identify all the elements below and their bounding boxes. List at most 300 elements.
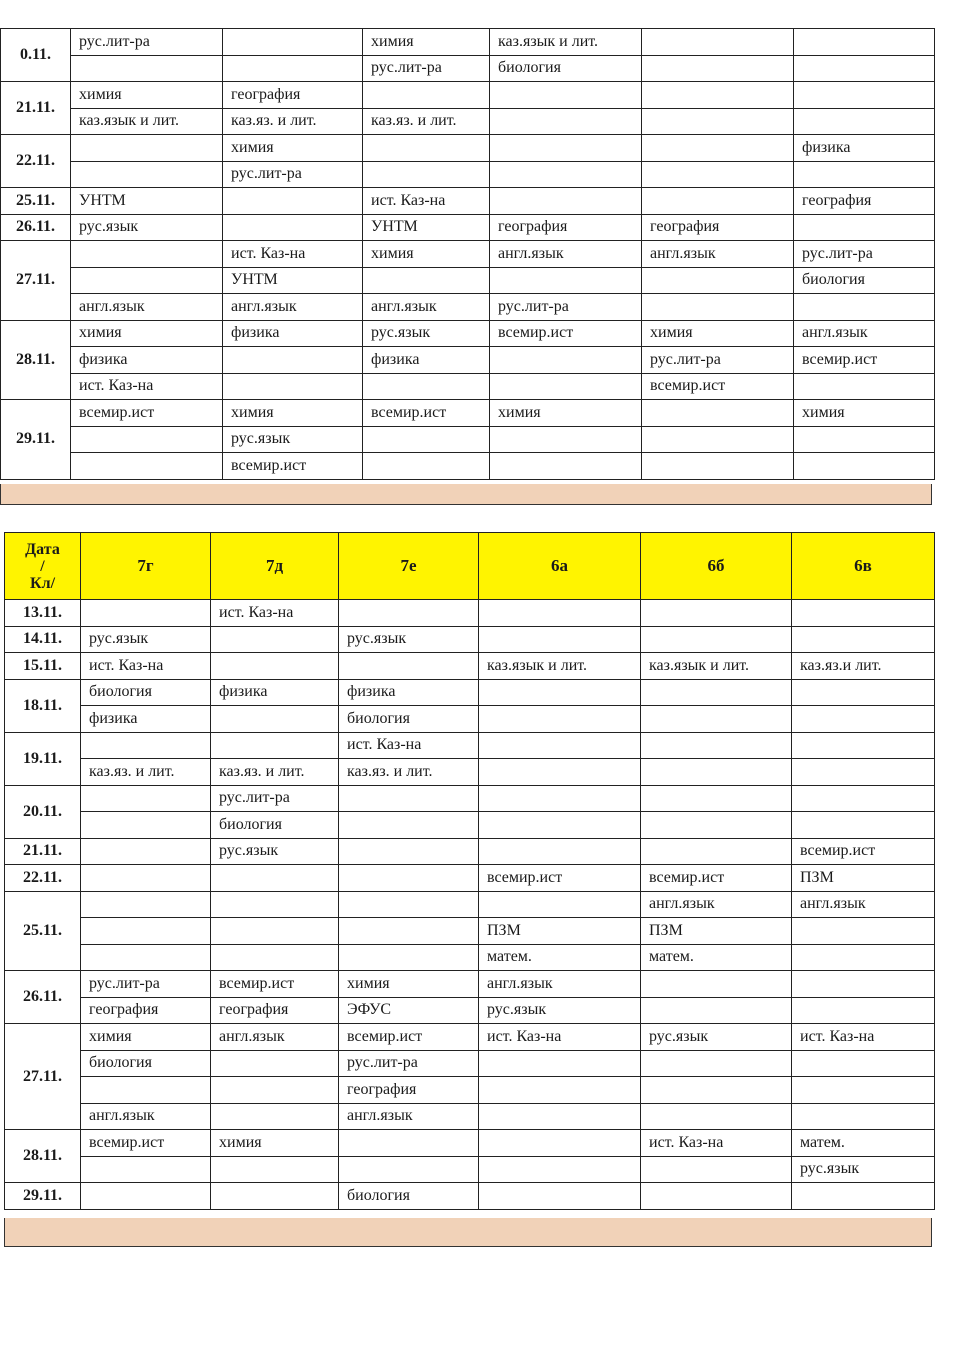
date-cell: 18.11. — [5, 679, 81, 732]
subject-cell — [71, 241, 223, 268]
table-row — [5, 1024, 935, 1051]
table-row — [5, 785, 935, 812]
subject-cell — [642, 161, 794, 188]
subject-cell — [792, 679, 935, 706]
subject-cell: рус.язык — [81, 626, 211, 653]
subject-cell — [490, 347, 642, 374]
table-row — [5, 918, 935, 945]
subject-cell — [642, 135, 794, 162]
subject-cell: химия — [363, 29, 490, 56]
table-row — [5, 1103, 935, 1130]
subject-cell — [211, 1156, 339, 1183]
table-row — [5, 812, 935, 839]
subject-cell — [211, 944, 339, 971]
subject-cell — [81, 785, 211, 812]
subject-cell — [479, 759, 641, 786]
subject-cell: каз.язык и лит. — [490, 29, 642, 56]
subject-cell — [211, 653, 339, 680]
subject-cell — [642, 453, 794, 480]
subject-cell: физика — [81, 706, 211, 733]
subject-cell: каз.яз. и лит. — [363, 108, 490, 135]
table-row — [5, 891, 935, 918]
subject-cell — [211, 1103, 339, 1130]
table-row — [5, 997, 935, 1024]
subject-cell — [641, 732, 792, 759]
date-cell: 26.11. — [5, 971, 81, 1024]
table-row — [5, 838, 935, 865]
subject-cell: рус.лит-ра — [339, 1050, 479, 1077]
subject-cell — [211, 1077, 339, 1104]
subject-cell: география — [794, 188, 935, 215]
subject-cell — [641, 1156, 792, 1183]
subject-cell — [479, 600, 641, 627]
subject-cell — [794, 294, 935, 321]
subject-cell: физика — [363, 347, 490, 374]
class-header: 6б — [641, 533, 792, 600]
subject-cell — [792, 918, 935, 945]
subject-cell: ист. Каз-на — [792, 1024, 935, 1051]
subject-cell — [641, 1183, 792, 1210]
subject-cell: ист. Каз-на — [339, 732, 479, 759]
date-cell: 28.11. — [5, 1130, 81, 1183]
subject-cell: химия — [642, 320, 794, 347]
class-header: 7е — [339, 533, 479, 600]
date-cell: 26.11. — [1, 214, 71, 241]
subject-cell — [479, 706, 641, 733]
table-row — [5, 865, 935, 892]
subject-cell: ист. Каз-на — [641, 1130, 792, 1157]
subject-cell — [363, 373, 490, 400]
subject-cell: каз.яз. и лит. — [81, 759, 211, 786]
date-cell: 15.11. — [5, 653, 81, 680]
subject-cell — [363, 135, 490, 162]
subject-cell — [211, 865, 339, 892]
subject-cell: ПЗМ — [479, 918, 641, 945]
subject-cell — [490, 82, 642, 109]
subject-cell: УНТМ — [363, 214, 490, 241]
subject-cell — [641, 1103, 792, 1130]
subject-cell: химия — [71, 320, 223, 347]
subject-cell — [479, 891, 641, 918]
table-row — [5, 600, 935, 627]
subject-cell: каз.язык и лит. — [641, 653, 792, 680]
subject-cell: англ.язык — [71, 294, 223, 321]
table-bottom-strip — [4, 1218, 932, 1247]
subject-cell: ПЗМ — [792, 865, 935, 892]
table-row — [5, 1183, 935, 1210]
subject-cell — [792, 785, 935, 812]
subject-cell: всемир.ист — [363, 400, 490, 427]
subject-cell — [794, 55, 935, 82]
subject-cell: химия — [363, 241, 490, 268]
subject-cell: рус.язык — [339, 626, 479, 653]
subject-cell — [71, 135, 223, 162]
subject-cell — [81, 865, 211, 892]
subject-cell — [792, 812, 935, 839]
table-row — [1, 188, 935, 215]
subject-cell — [641, 1050, 792, 1077]
table-row — [1, 267, 935, 294]
subject-cell: англ.язык — [363, 294, 490, 321]
subject-cell — [794, 214, 935, 241]
subject-cell: каз.язык и лит. — [71, 108, 223, 135]
subject-cell: физика — [211, 679, 339, 706]
schedule-table-top — [0, 28, 935, 480]
subject-cell — [641, 812, 792, 839]
subject-cell — [71, 426, 223, 453]
table-row — [5, 1156, 935, 1183]
subject-cell: химия — [81, 1024, 211, 1051]
subject-cell — [223, 55, 363, 82]
subject-cell — [81, 600, 211, 627]
subject-cell — [641, 785, 792, 812]
subject-cell — [641, 706, 792, 733]
subject-cell — [81, 1077, 211, 1104]
subject-cell — [792, 1077, 935, 1104]
subject-cell: англ.язык — [223, 294, 363, 321]
subject-cell — [363, 426, 490, 453]
subject-cell: физика — [339, 679, 479, 706]
table-row — [1, 373, 935, 400]
subject-cell — [363, 453, 490, 480]
subject-cell — [363, 82, 490, 109]
subject-cell: матем. — [792, 1130, 935, 1157]
subject-cell — [479, 838, 641, 865]
class-header: 6а — [479, 533, 641, 600]
subject-cell — [339, 600, 479, 627]
table-row — [5, 759, 935, 786]
table-row — [1, 214, 935, 241]
subject-cell — [794, 108, 935, 135]
subject-cell: матем. — [479, 944, 641, 971]
subject-cell: география — [81, 997, 211, 1024]
subject-cell — [339, 1130, 479, 1157]
subject-cell: англ.язык — [81, 1103, 211, 1130]
subject-cell — [792, 1050, 935, 1077]
date-cell: 13.11. — [5, 600, 81, 627]
subject-cell — [641, 838, 792, 865]
subject-cell: ист. Каз-на — [223, 241, 363, 268]
subject-cell — [81, 812, 211, 839]
subject-cell: каз.яз. и лит. — [223, 108, 363, 135]
subject-cell — [479, 1050, 641, 1077]
subject-cell: ЭФУС — [339, 997, 479, 1024]
subject-cell: рус.лит-ра — [794, 241, 935, 268]
table-row — [1, 135, 935, 162]
subject-cell — [490, 108, 642, 135]
subject-cell — [81, 838, 211, 865]
date-cell: 20.11. — [5, 785, 81, 838]
subject-cell: всемир.ист — [641, 865, 792, 892]
subject-cell: рус.язык — [641, 1024, 792, 1051]
subject-cell: всемир.ист — [211, 971, 339, 998]
subject-cell — [479, 812, 641, 839]
subject-cell — [339, 838, 479, 865]
subject-cell: физика — [223, 320, 363, 347]
subject-cell: всемир.ист — [71, 400, 223, 427]
subject-cell — [479, 679, 641, 706]
subject-cell — [792, 971, 935, 998]
subject-cell: рус.лит-ра — [363, 55, 490, 82]
subject-cell — [339, 944, 479, 971]
subject-cell — [223, 29, 363, 56]
subject-cell — [642, 55, 794, 82]
subject-cell — [223, 373, 363, 400]
subject-cell: всемир.ист — [794, 347, 935, 374]
subject-cell: ист. Каз-на — [211, 600, 339, 627]
table-row — [5, 653, 935, 680]
subject-cell: англ.язык — [490, 241, 642, 268]
subject-cell: рус.язык — [71, 214, 223, 241]
subject-cell — [792, 706, 935, 733]
header-row — [5, 533, 935, 600]
subject-cell: каз.язык и лит. — [479, 653, 641, 680]
subject-cell: рус.язык — [211, 838, 339, 865]
subject-cell: рус.лит-ра — [81, 971, 211, 998]
subject-cell — [792, 732, 935, 759]
subject-cell: география — [339, 1077, 479, 1104]
subject-cell: химия — [339, 971, 479, 998]
table-row — [1, 426, 935, 453]
subject-cell — [490, 188, 642, 215]
subject-cell — [490, 453, 642, 480]
date-cell: 29.11. — [1, 400, 71, 480]
subject-cell: англ.язык — [641, 891, 792, 918]
subject-cell — [363, 161, 490, 188]
subject-cell: УНТМ — [223, 267, 363, 294]
subject-cell — [339, 653, 479, 680]
subject-cell — [642, 108, 794, 135]
subject-cell: англ.язык — [211, 1024, 339, 1051]
subject-cell — [641, 759, 792, 786]
class-header: 7д — [211, 533, 339, 600]
subject-cell — [642, 188, 794, 215]
subject-cell — [71, 55, 223, 82]
date-cell: 22.11. — [5, 865, 81, 892]
subject-cell — [792, 759, 935, 786]
subject-cell — [339, 918, 479, 945]
subject-cell — [339, 865, 479, 892]
subject-cell — [211, 706, 339, 733]
subject-cell: всемир.ист — [479, 865, 641, 892]
table-row — [1, 453, 935, 480]
subject-cell: рус.язык — [792, 1156, 935, 1183]
subject-cell: физика — [71, 347, 223, 374]
subject-cell — [792, 1183, 935, 1210]
subject-cell: всемир.ист — [642, 373, 794, 400]
subject-cell: рус.лит-ра — [211, 785, 339, 812]
table-row — [1, 320, 935, 347]
subject-cell: матем. — [641, 944, 792, 971]
subject-cell — [479, 1103, 641, 1130]
table-row — [5, 1050, 935, 1077]
subject-cell — [642, 426, 794, 453]
table-row — [5, 679, 935, 706]
subject-cell — [479, 626, 641, 653]
subject-cell — [81, 891, 211, 918]
table-row — [5, 626, 935, 653]
table-row — [1, 161, 935, 188]
subject-cell — [794, 161, 935, 188]
subject-cell — [794, 29, 935, 56]
subject-cell: рус.язык — [363, 320, 490, 347]
subject-cell: УНТМ — [71, 188, 223, 215]
subject-cell: англ.язык — [792, 891, 935, 918]
subject-cell — [81, 732, 211, 759]
subject-cell — [211, 1183, 339, 1210]
date-cell: 25.11. — [5, 891, 81, 971]
subject-cell: англ.язык — [339, 1103, 479, 1130]
subject-cell — [479, 1156, 641, 1183]
subject-cell: каз.яз. и лит. — [339, 759, 479, 786]
table-row — [1, 241, 935, 268]
subject-cell: ист. Каз-на — [81, 653, 211, 680]
table-row — [5, 944, 935, 971]
subject-cell: всемир.ист — [223, 453, 363, 480]
subject-cell — [642, 294, 794, 321]
date-cell: 14.11. — [5, 626, 81, 653]
subject-cell: химия — [794, 400, 935, 427]
subject-cell — [642, 267, 794, 294]
subject-cell — [641, 971, 792, 998]
subject-cell — [792, 600, 935, 627]
table-row — [5, 1077, 935, 1104]
subject-cell: биология — [211, 812, 339, 839]
subject-cell — [211, 891, 339, 918]
table-row — [5, 732, 935, 759]
subject-cell — [490, 161, 642, 188]
table-bottom-strip — [0, 484, 932, 505]
date-cell: 27.11. — [5, 1024, 81, 1130]
subject-cell: англ.язык — [479, 971, 641, 998]
subject-cell: рус.лит-ра — [642, 347, 794, 374]
subject-cell — [490, 267, 642, 294]
subject-cell — [71, 453, 223, 480]
date-cell: 27.11. — [1, 241, 71, 321]
subject-cell — [642, 400, 794, 427]
subject-cell — [794, 453, 935, 480]
subject-cell: всемир.ист — [81, 1130, 211, 1157]
date-cell: 0.11. — [1, 29, 71, 82]
subject-cell — [211, 1050, 339, 1077]
subject-cell: англ.язык — [794, 320, 935, 347]
date-cell: 22.11. — [1, 135, 71, 188]
subject-cell — [794, 82, 935, 109]
table-row — [5, 706, 935, 733]
subject-cell — [490, 373, 642, 400]
subject-cell — [211, 918, 339, 945]
subject-cell — [641, 626, 792, 653]
subject-cell — [792, 1103, 935, 1130]
subject-cell: всемир.ист — [792, 838, 935, 865]
subject-cell: рус.лит-ра — [490, 294, 642, 321]
subject-cell — [479, 1183, 641, 1210]
subject-cell: каз.яз. и лит. — [211, 759, 339, 786]
subject-cell: каз.яз.и лит. — [792, 653, 935, 680]
subject-cell — [490, 426, 642, 453]
subject-cell — [794, 426, 935, 453]
subject-cell: биология — [339, 706, 479, 733]
table-row — [1, 347, 935, 374]
subject-cell — [223, 188, 363, 215]
subject-cell — [71, 161, 223, 188]
subject-cell — [479, 732, 641, 759]
subject-cell: география — [490, 214, 642, 241]
subject-cell: англ.язык — [642, 241, 794, 268]
subject-cell — [339, 812, 479, 839]
subject-cell: рус.язык — [479, 997, 641, 1024]
table-row — [1, 400, 935, 427]
date-cell: 19.11. — [5, 732, 81, 785]
table-row — [1, 108, 935, 135]
subject-cell — [211, 626, 339, 653]
subject-cell — [479, 1077, 641, 1104]
subject-cell: биология — [490, 55, 642, 82]
subject-cell: химия — [490, 400, 642, 427]
subject-cell — [479, 1130, 641, 1157]
table-row — [1, 82, 935, 109]
subject-cell — [479, 785, 641, 812]
subject-cell — [339, 891, 479, 918]
subject-cell — [641, 679, 792, 706]
subject-cell: биология — [339, 1183, 479, 1210]
subject-cell: география — [642, 214, 794, 241]
subject-cell: рус.лит-ра — [71, 29, 223, 56]
subject-cell — [223, 347, 363, 374]
table-row — [1, 29, 935, 56]
subject-cell: химия — [211, 1130, 339, 1157]
date-cell: 29.11. — [5, 1183, 81, 1210]
subject-cell — [641, 1077, 792, 1104]
subject-cell — [792, 626, 935, 653]
subject-cell — [81, 1156, 211, 1183]
subject-cell — [792, 944, 935, 971]
table-row — [1, 55, 935, 82]
table-row — [5, 971, 935, 998]
subject-cell — [641, 600, 792, 627]
date-cell: 28.11. — [1, 320, 71, 400]
subject-cell — [642, 82, 794, 109]
subject-cell: химия — [223, 135, 363, 162]
subject-cell: химия — [71, 82, 223, 109]
subject-cell: биология — [794, 267, 935, 294]
table-row — [5, 1130, 935, 1157]
date-class-header: Дата / Кл/ — [5, 533, 81, 600]
subject-cell — [211, 732, 339, 759]
table-row — [1, 294, 935, 321]
subject-cell — [81, 944, 211, 971]
subject-cell: рус.язык — [223, 426, 363, 453]
subject-cell — [71, 267, 223, 294]
date-cell: 25.11. — [1, 188, 71, 215]
subject-cell: всемир.ист — [490, 320, 642, 347]
subject-cell — [81, 1183, 211, 1210]
date-cell: 21.11. — [1, 82, 71, 135]
subject-cell: биология — [81, 679, 211, 706]
class-header: 7г — [81, 533, 211, 600]
subject-cell — [81, 918, 211, 945]
subject-cell: география — [223, 82, 363, 109]
subject-cell — [642, 29, 794, 56]
subject-cell: биология — [81, 1050, 211, 1077]
class-header: 6в — [792, 533, 935, 600]
subject-cell — [792, 997, 935, 1024]
subject-cell — [794, 373, 935, 400]
subject-cell — [339, 1156, 479, 1183]
subject-cell — [363, 267, 490, 294]
subject-cell: ист. Каз-на — [71, 373, 223, 400]
subject-cell: ист. Каз-на — [363, 188, 490, 215]
